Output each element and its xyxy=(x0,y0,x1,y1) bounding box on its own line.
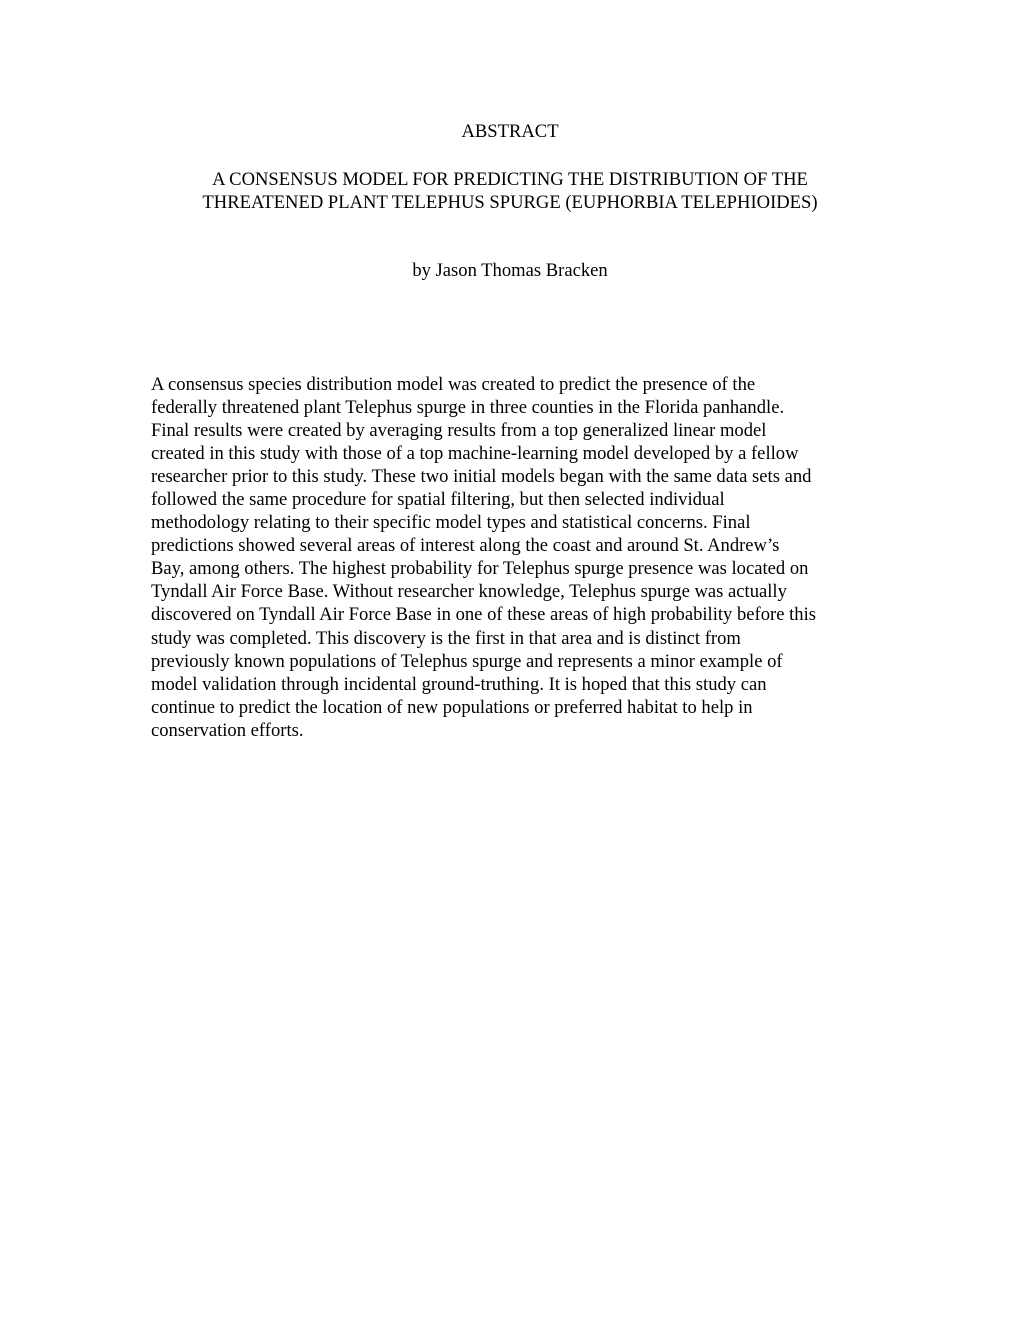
abstract-line: researcher prior to this study. These two initial models began with the same data sets and xyxy=(151,466,812,488)
abstract-line: A consensus species distribution model was created to predict the presence of the xyxy=(151,374,756,395)
abstract-line: followed the same procedure for spatial filtering, but then selected individual xyxy=(151,489,725,511)
abstract-line: discovered on Tyndall Air Force Base in one of these areas of high probability before this xyxy=(151,604,816,626)
abstract-line: conservation efforts. xyxy=(151,719,304,741)
abstract-line: previously known populations of Telephus spurge and represents a minor example of xyxy=(151,650,783,672)
author-byline: by Jason Thomas Bracken xyxy=(412,260,608,281)
title-line: A CONSENSUS MODEL FOR PREDICTING THE DISTRIBUTION OF THE xyxy=(212,169,808,190)
title-line: THREATENED PLANT TELEPHUS SPURGE (EUPHORBIA TELEPHIOIDES) xyxy=(202,192,818,213)
abstract-line: created in this study with those of a top machine-learning model developed by a fellow xyxy=(151,443,799,465)
abstract-line: model validation through incidental ground-truthing. It is hoped that this study can xyxy=(151,673,767,695)
document-title xyxy=(0,168,1020,214)
abstract-line: study was completed. This discovery is the first in that area and is distinct from xyxy=(151,627,741,649)
abstract-line: continue to predict the location of new populations or preferred habitat to help in xyxy=(151,696,753,718)
abstract-body xyxy=(151,373,881,742)
abstract-line: Final results were created by averaging results from a top generalized linear model xyxy=(151,420,767,442)
abstract-line: methodology relating to their specific model types and statistical concerns. Final xyxy=(151,512,751,534)
abstract-line: predictions showed several areas of interest along the coast and around St. Andrew’s xyxy=(151,535,780,557)
abstract-line: federally threatened plant Telephus spurge in three counties in the Florida panhandle. xyxy=(151,397,785,419)
abstract-line: Bay, among others. The highest probability for Telephus spurge presence was located on xyxy=(151,558,809,580)
section-heading-abstract: ABSTRACT xyxy=(461,121,559,142)
abstract-line: Tyndall Air Force Base. Without researcher knowledge, Telephus spurge was actually xyxy=(151,581,787,603)
